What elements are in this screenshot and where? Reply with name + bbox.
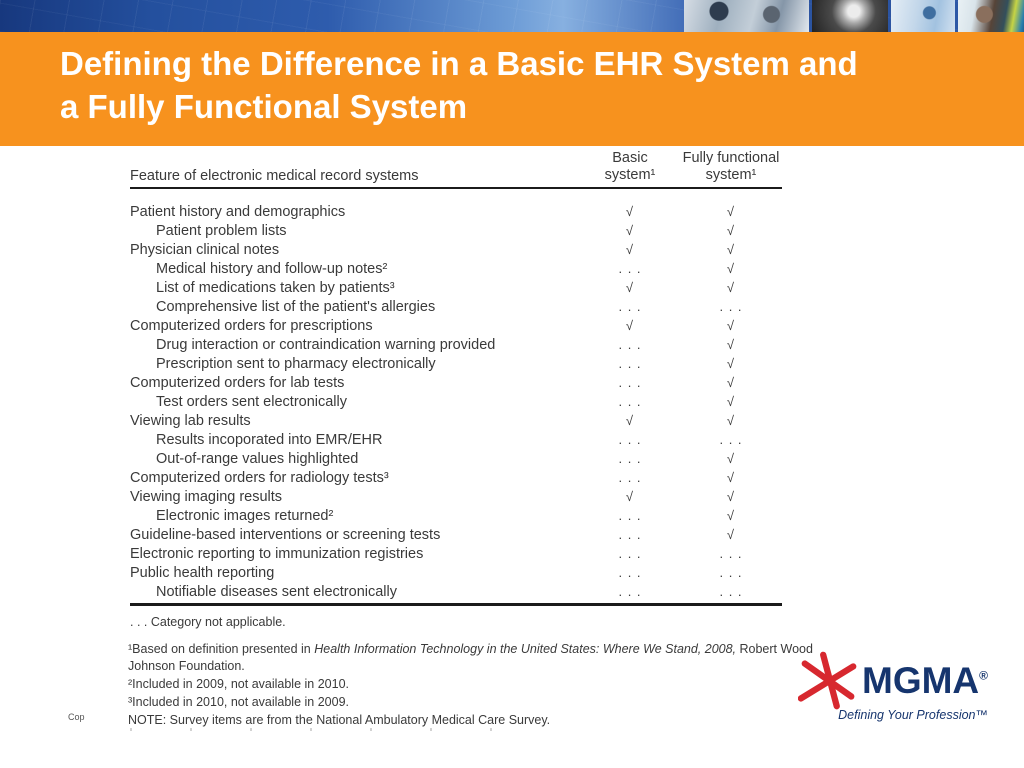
table-row: Medical history and follow-up notes² . . . √ — [156, 260, 736, 277]
table-row: Drug interaction or contraindication warning provided . . . √ — [156, 336, 736, 353]
table-row: Electronic images returned² . . . √ — [156, 507, 736, 524]
column-header-feature: Feature of electronic medical record systems — [130, 168, 419, 184]
column-header-fully-functional: Fully functional system¹ — [682, 150, 780, 183]
table-row: Test orders sent electronically . . . √ — [156, 393, 736, 410]
clinic-scene-photo — [891, 0, 955, 32]
table-row: Viewing lab results √ √ — [130, 412, 736, 429]
table-header-row — [130, 150, 782, 189]
table-row: Computerized orders for radiology tests³ . . . √ — [130, 469, 736, 486]
table-row: Out-of-range values highlighted . . . √ — [156, 450, 736, 467]
copyright-fragment: Cop — [68, 712, 85, 722]
slide-title-line1: Defining the Difference in a Basic EHR System and — [60, 45, 858, 82]
table-row: Electronic reporting to immunization registries . . . . . . — [130, 545, 743, 562]
title-band — [0, 32, 1024, 146]
table-row: Physician clinical notes √ √ — [130, 241, 736, 258]
photo-collage — [681, 0, 1024, 32]
mgma-star-icon — [798, 650, 860, 712]
table-row: Prescription sent to pharmacy electronically . . . √ — [156, 355, 736, 372]
ehr-feature-table — [130, 150, 782, 606]
stethoscope-photo — [812, 0, 888, 32]
na-legend: . . . Category not applicable. — [130, 615, 286, 629]
table-row: Viewing imaging results √ √ — [130, 488, 736, 505]
table-row: Computerized orders for prescriptions √ √ — [130, 317, 736, 334]
business-people-photo — [684, 0, 809, 32]
mgma-logo — [798, 650, 998, 722]
registered-mark: ® — [979, 668, 988, 683]
mgma-tagline: Defining Your Profession™ — [838, 708, 988, 722]
footnote-1: ¹Based on definition presented in Health Information Technology in the United States: Where We Stand, 2008, Robert Wood Johnson Foundation. — [128, 642, 813, 673]
table-row: Patient problem lists √ √ — [156, 222, 736, 239]
table-row: Computerized orders for lab tests . . . √ — [130, 374, 736, 391]
slide-title-line2: a Fully Functional System — [60, 88, 468, 125]
table-row: Patient history and demographics √ √ — [130, 203, 736, 220]
column-header-basic: Basic system¹ — [604, 150, 656, 183]
table-row: Notifiable diseases sent electronically . . . . . . — [156, 583, 743, 600]
professional-woman-photo — [958, 0, 1024, 32]
footnote-2: ²Included in 2009, not available in 2010. — [128, 677, 349, 691]
cutoff-text-artifact — [130, 728, 530, 731]
table-row: Guideline-based interventions or screening tests . . . √ — [130, 526, 736, 543]
table-row: Results incoporated into EMR/EHR . . . . . . — [156, 431, 743, 448]
mgma-wordmark: MGMA® — [862, 660, 988, 701]
table-row: Comprehensive list of the patient's allergies . . . . . . — [156, 298, 743, 315]
footnote-note: NOTE: Survey items are from the National Ambulatory Medical Care Survey. — [128, 713, 551, 727]
table-row: Public health reporting . . . . . . — [130, 564, 743, 581]
footnote-3: ³Included in 2010, not available in 2009. — [128, 695, 349, 709]
footnotes-block — [128, 641, 824, 729]
slide-title — [60, 42, 858, 128]
table-row: List of medications taken by patients³ √ √ — [156, 279, 736, 296]
table-body — [130, 189, 782, 606]
top-banner-strip — [0, 0, 1024, 32]
